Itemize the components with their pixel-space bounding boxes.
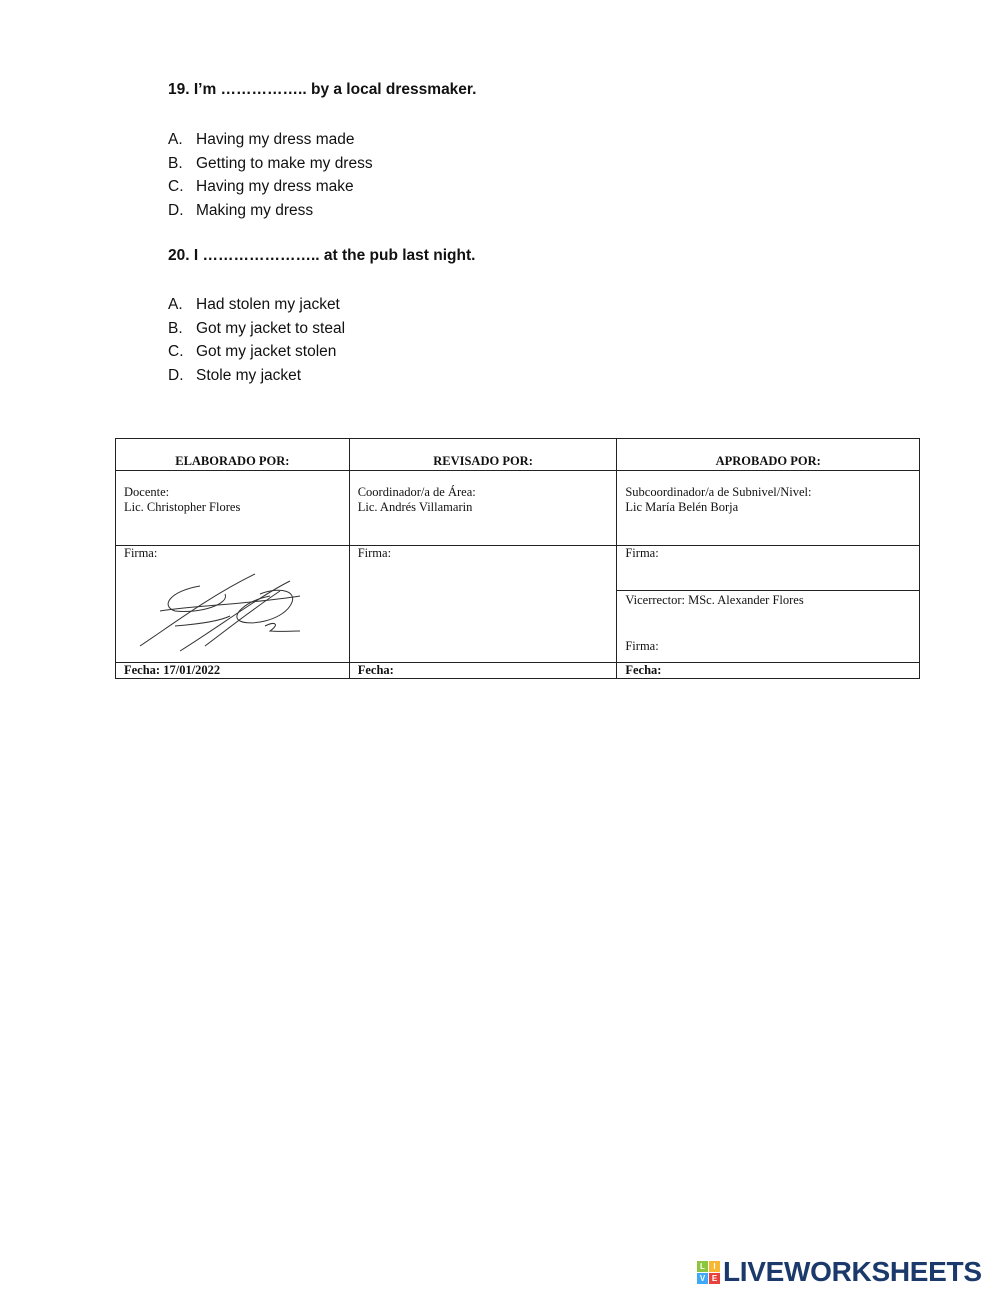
vicerrector-signature-area bbox=[625, 591, 911, 662]
firma-label: Firma: bbox=[357, 546, 392, 560]
header-elaborado: ELABORADO POR: bbox=[116, 439, 350, 471]
name-subcoordinador: Lic María Belén Borja bbox=[625, 500, 739, 514]
firma-label: Firma: bbox=[124, 546, 158, 560]
role-docente: Docente: bbox=[124, 485, 170, 499]
approval-names-row bbox=[116, 471, 920, 546]
role-coordinador: Coordinador/a de Área: bbox=[357, 485, 476, 499]
firma-label: Firma: bbox=[625, 546, 659, 560]
option-20-c: C. Got my jacket stolen bbox=[168, 343, 337, 360]
question-19-prompt: 19. I’m …………….. by a local dressmaker. bbox=[168, 81, 477, 98]
option-19-b: B. Getting to make my dress bbox=[168, 154, 373, 172]
signature-cell-aprobado bbox=[617, 546, 920, 663]
approval-table bbox=[115, 438, 920, 679]
subcoordinador-signature-area bbox=[617, 546, 919, 591]
firma-label: Firma: bbox=[625, 639, 659, 653]
signature-cell-elaborado bbox=[116, 546, 350, 663]
name-coordinador: Lic. Andrés Villamarin bbox=[357, 500, 473, 514]
question-20-options bbox=[168, 293, 345, 387]
header-aprobado: APROBADO POR: bbox=[617, 439, 920, 471]
header-revisado: REVISADO POR: bbox=[349, 439, 617, 471]
option-19-c: C. Having my dress make bbox=[168, 178, 354, 195]
question-20-prompt: 20. I ………………….. at the pub last night. bbox=[168, 247, 476, 264]
elaborado-cell bbox=[116, 471, 350, 546]
live-grid-icon: L I V E bbox=[697, 1261, 720, 1284]
aprobado-cell bbox=[617, 471, 920, 546]
option-20-b: B. Got my jacket to steal bbox=[168, 319, 346, 337]
question-19-options bbox=[168, 128, 373, 222]
role-subcoordinador: Subcoordinador/a de Subnivel/Nivel: bbox=[625, 485, 812, 499]
approval-fecha-row bbox=[116, 663, 920, 679]
logo-text: LIVEWORKSHEETS bbox=[723, 1256, 982, 1287]
option-19-d: D. Making my dress bbox=[168, 201, 314, 219]
name-docente: Lic. Christopher Flores bbox=[124, 500, 241, 514]
fecha-aprobado: Fecha: bbox=[617, 663, 920, 679]
revisado-cell bbox=[349, 471, 617, 546]
fecha-elaborado: Fecha: 17/01/2022 bbox=[116, 663, 350, 679]
option-20-d: D. Stole my jacket bbox=[168, 366, 302, 384]
vicerrector-name: Vicerrector: MSc. Alexander Flores bbox=[625, 593, 804, 607]
approval-header-row bbox=[116, 439, 920, 471]
signature-cell-revisado bbox=[349, 546, 617, 663]
option-19-a: A. Having my dress made bbox=[168, 131, 355, 148]
option-20-a: A. Had stolen my jacket bbox=[168, 296, 340, 313]
approval-signature-row bbox=[116, 546, 920, 663]
handwritten-signature-icon bbox=[130, 566, 330, 656]
fecha-revisado: Fecha: bbox=[349, 663, 617, 679]
liveworksheets-logo bbox=[697, 1256, 982, 1288]
